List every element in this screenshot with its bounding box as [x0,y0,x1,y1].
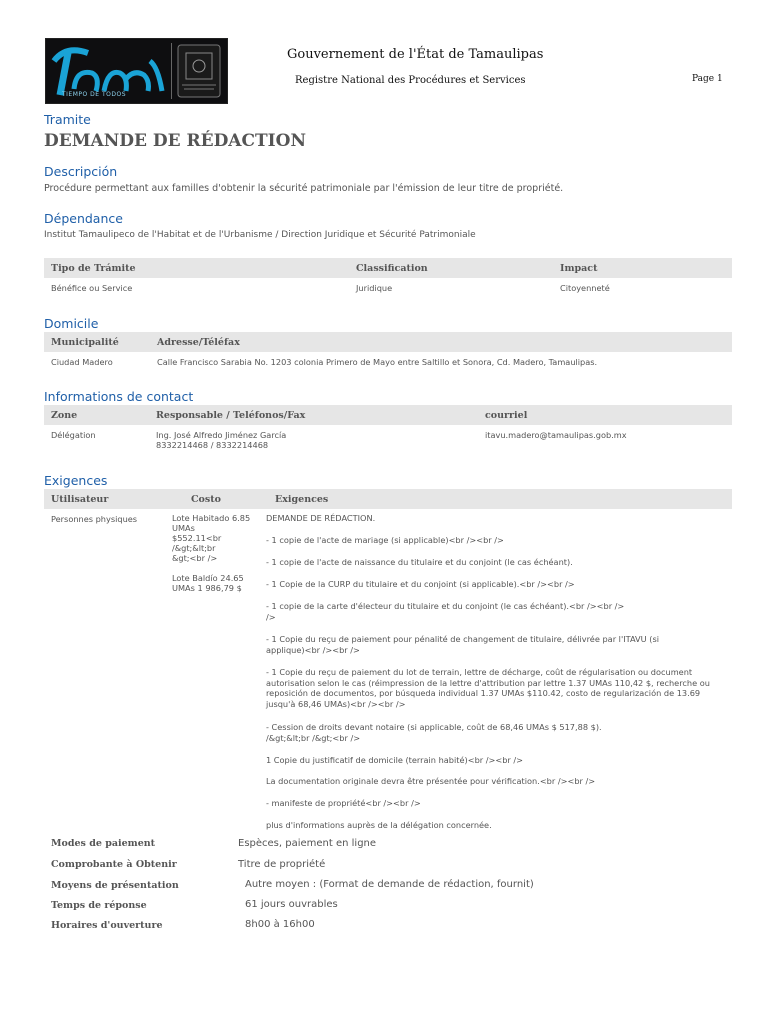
column-header: Municipalité [44,332,150,352]
requirement-line: La documentation originale devra être présentée pour vérification.<br /><br /> [266,776,596,786]
cost-line: UMAs [172,523,195,533]
requirement-line: 1 Copie du justificatif de domicile (terrain habité)<br /><br /> [266,755,524,765]
table-cell: Juridique [356,283,393,293]
table-cell: Délégation [51,430,96,440]
requirement-line: reposición de documentos, por búsqueda individual 1.37 UMAs $110.42, costo de regularización de 13.69 [266,688,701,698]
requirement-item [266,820,726,831]
column-header: Tipo de Trámite [44,258,349,278]
requirement-line: - 1 copie de l'acte de naissance du titulaire et du conjoint (le cas échéant). [266,557,573,567]
dependance-text: Institut Tamaulipeco de l'Habitat et de l'Urbanisme / Direction Juridique et Sécurité Patrimoniale [44,230,476,240]
domicile-table [44,332,732,372]
page-number: Page 1 [692,74,723,84]
column-header: Responsable / Teléfonos/Fax [149,405,478,425]
payment-modes-value: Espèces, paiement en ligne [238,838,377,849]
column-header: Zone [44,405,149,425]
government-title: Gouvernement de l'État de Tamaulipas [287,47,544,62]
requirement-user: Personnes physiques [51,514,138,524]
column-header: courriel [478,405,732,425]
opening-hours-value: 8h00 à 16h00 [245,919,315,930]
table-row [44,352,732,372]
requirement-line: plus d'informations auprès de la délégation concernée. [266,820,492,830]
type-table [44,258,732,298]
cost-line: UMAs 1 986,79 $ [172,583,242,593]
cost-line: Lote Habitado 6.85 [172,513,251,523]
requirement-item [266,535,726,546]
requirement-item [266,667,726,709]
requirement-line: - 1 copie de l'acte de mariage (si applicable)<br /><br /> [266,535,504,545]
requirement-line: DEMANDE DE RÉDACTION. [266,513,376,523]
contact-label: Informations de contact [44,389,194,404]
column-header: Exigences [268,489,732,509]
dependance-label: Dépendance [44,211,123,226]
logo-divider [171,43,172,99]
requirement-line: - 1 copie de la carte d'électeur du titulaire et du conjoint (le cas échéant).<br /><br /> [266,601,625,611]
table-cell: Bénéfice ou Service [51,283,133,293]
requirement-item [266,513,726,524]
procedure-title: DEMANDE DE RÉDACTION [44,131,306,151]
presentation-label: Moyens de présentation [51,880,179,891]
column-header: Adresse/Téléfax [150,332,732,352]
requirement-line: - 1 Copie du reçu de paiement pour pénalité de changement de titulaire, délivrée par l'ITAVU (si [266,634,659,644]
column-header: Classification [349,258,553,278]
receipt-label: Comprobante à Obtenir [51,859,177,870]
table-cell: Calle Francisco Sarabia No. 1203 colonia Primero de Mayo entre Saltillo et Sonora, Cd. Madero, Tamaulipas. [157,357,598,367]
cost-line: $552.11<br [172,533,222,543]
description-label: Descripción [44,164,118,179]
table-cell: Ciudad Madero [51,357,113,367]
requirement-item [266,601,726,622]
domicile-label: Domicile [44,316,99,331]
responsible-name: Ing. José Alfredo Jiménez García [156,430,287,440]
cost-line: Lote Baldío 24.65 [172,573,244,583]
receipt-value: Titre de propriété [238,859,326,870]
registry-title: Registre National des Procédures et Services [295,75,526,86]
tramite-label: Tramite [44,112,91,127]
responsible-phones: 8332214468 / 8332214468 [156,440,269,450]
column-header: Utilisateur [44,489,177,509]
requirement-line: /> [266,611,276,622]
logo-tagline: TIEMPO DE TODOS [62,91,127,98]
requirement-item [266,579,726,590]
requirement-line: - Cession de droits devant notaire (si applicable, coût de 68,46 UMAs $ 517,88 $). [266,722,602,732]
requirement-line: autorisation selon le cas (réimpression de la lettre d'attribution par lettre 1.37 UMAs 110,42 $, recherche ou [266,677,710,688]
exigences-table-header [44,489,732,509]
opening-hours-label: Horaires d'ouverture [51,920,163,931]
cost-line: /&gt;&lt;br [172,543,216,553]
requirement-line: - 1 Copie du reçu de paiement du lot de terrain, lettre de décharge, coût de régularisation ou document [266,667,693,677]
table-row [44,425,732,455]
presentation-value: Autre moyen : (Format de demande de rédaction, fournit) [245,879,534,890]
requirement-item [266,557,726,568]
table-header-row [44,489,732,509]
table-header-row [44,405,732,425]
requirement-cost [172,513,250,593]
table-header-row [44,332,732,352]
requirement-line: - manifeste de propriété<br /><br /> [266,798,421,808]
table-cell: Citoyenneté [560,283,610,293]
requirement-line: - 1 Copie de la CURP du titulaire et du conjoint (si applicable).<br /><br /> [266,579,575,589]
table-cell [149,425,478,455]
payment-modes-label: Modes de paiement [51,838,156,849]
cost-line: &gt;<br /> [172,553,218,563]
requirement-item [266,722,726,743]
description-text: Procédure permettant aux familles d'obtenir la sécurité patrimoniale par l'émission de leur titre de propriété. [44,183,564,194]
requirement-item [266,776,726,787]
requirement-item [266,634,726,655]
requirement-item [266,798,726,809]
contact-table [44,405,732,455]
tamaulipas-logo [45,38,228,104]
table-header-row [44,258,732,278]
requirement-line: applique)<br /><br /> [266,644,360,655]
table-row [44,278,732,298]
requirement-line: /&gt;&lt;br /&gt;<br /> [266,732,361,743]
exigences-label: Exigences [44,473,108,488]
response-time-label: Temps de réponse [51,900,147,911]
column-header: Costo [177,489,268,509]
requirement-line: jusqu'à 68,46 UMAs)<br /><br /> [266,698,406,709]
requirement-item [266,755,726,766]
response-time-value: 61 jours ouvrables [245,899,338,910]
column-header: Impact [553,258,732,278]
contact-email-link[interactable]: itavu.madero@tamaulipas.gob.mx [485,430,627,440]
